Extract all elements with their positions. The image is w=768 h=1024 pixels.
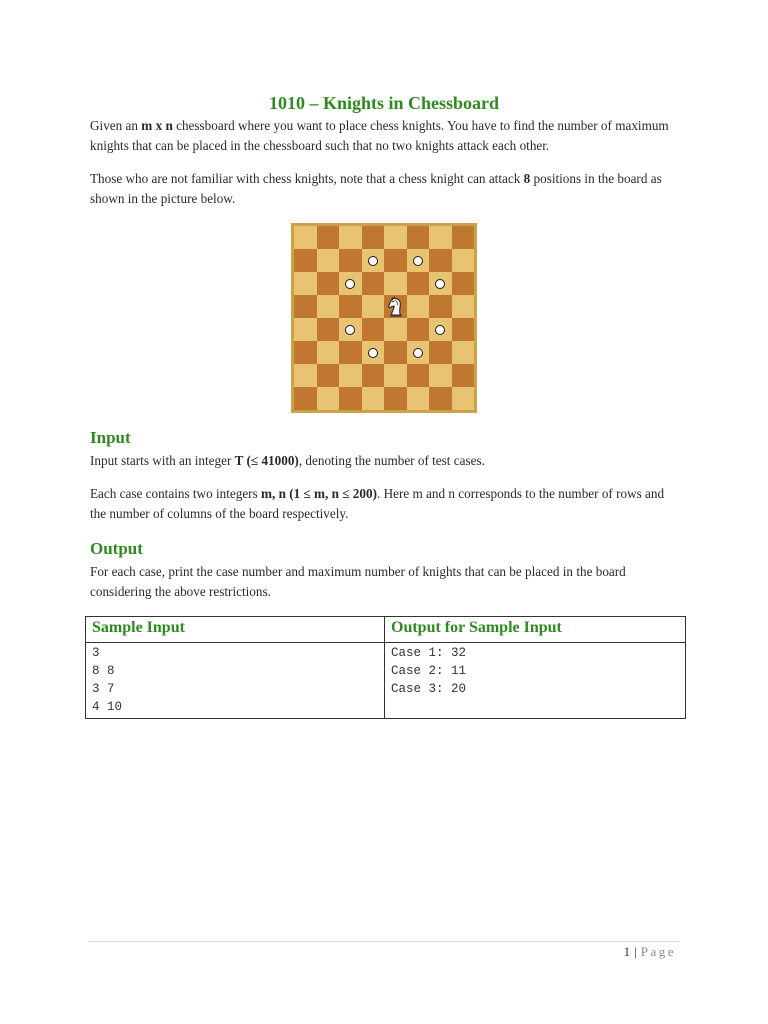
board-square [294,387,317,410]
board-square [294,364,317,387]
board-square [362,226,385,249]
input-heading: Input [90,428,131,447]
page-label: Page [640,944,676,959]
board-square [294,226,317,249]
input-text: Each case contains two integers [90,486,262,501]
input-paragraph-1 [90,451,680,471]
attack-position-marker [413,256,423,266]
board-square [362,295,385,318]
board-square [407,249,430,272]
board-square [339,226,362,249]
board-square [407,364,430,387]
board-square [452,364,475,387]
attack-position-marker [435,279,445,289]
board-square [384,318,407,341]
board-square [384,341,407,364]
board-square [407,226,430,249]
page-number: 1 [623,944,631,959]
sample-table-header-row [86,617,686,643]
intro-text: positions in the board as shown in the picture below. [90,171,662,206]
board-square [429,272,452,295]
board-square [362,272,385,295]
sample-input-line: 4 10 [92,700,123,714]
board-square [362,249,385,272]
board-square [407,318,430,341]
footer-separator: | [634,944,637,959]
sample-output-header: Output for Sample Input [385,617,686,643]
board-square [407,272,430,295]
intro-text: chessboard where you want to place chess knights. You have to find the number of maximum knights that can be placed in the chessboard such that no two knights attack each other. [90,118,669,153]
board-square [294,272,317,295]
board-square [384,295,407,318]
board-square [452,249,475,272]
sample-output-line: Case 2: 11 [391,664,467,678]
board-square [362,387,385,410]
board-square [384,226,407,249]
board-square [452,318,475,341]
page-footer [624,944,676,960]
board-square [429,364,452,387]
board-square [339,249,362,272]
chessboard-grid [294,226,474,410]
board-square [339,387,362,410]
footer-divider [88,941,680,942]
board-square [294,249,317,272]
board-square [317,341,340,364]
board-square [362,341,385,364]
input-text: , denoting the number of test cases. [298,453,485,468]
attack-position-marker [345,325,355,335]
board-square [317,387,340,410]
sample-output-line: Case 3: 20 [391,682,467,696]
board-square [452,295,475,318]
sample-table [85,616,686,719]
attack-position-marker [435,325,445,335]
output-heading: Output [90,539,143,558]
attack-position-marker [368,348,378,358]
sample-input-line: 8 8 [92,664,115,678]
attack-count: 8 [523,171,531,186]
input-paragraph-2 [90,484,680,524]
board-square [294,318,317,341]
board-square [339,318,362,341]
board-square [362,364,385,387]
board-square [429,249,452,272]
chessboard-figure [291,223,477,413]
board-square [429,318,452,341]
intro-paragraph-2 [90,169,680,209]
board-square [429,226,452,249]
board-square [294,295,317,318]
attack-position-marker [345,279,355,289]
sample-input-cell [86,643,385,719]
board-square [429,387,452,410]
sample-input-header: Sample Input [86,617,385,643]
board-square [339,341,362,364]
board-square [407,341,430,364]
intro-paragraph-1 [90,116,680,156]
dimension-limits: m, n (1 ≤ m, n ≤ 200) [261,486,377,501]
sample-input-line: 3 7 [92,682,115,696]
board-square [317,249,340,272]
sample-table-body-row [86,643,686,719]
test-case-limit: T (≤ 41000) [234,453,299,468]
intro-text: Those who are not familiar with chess knights, note that a chess knight can attack [90,171,524,186]
board-square [384,364,407,387]
input-text: . Here m and n corresponds to the number of rows and the number of columns of the board respectively. [90,486,665,521]
board-square [429,295,452,318]
attack-position-marker [413,348,423,358]
board-square [339,364,362,387]
board-square [317,318,340,341]
intro-text: Given an [90,118,142,133]
board-square [317,272,340,295]
input-text: Input starts with an integer [90,453,235,468]
problem-title: 1010 – Knights in Chessboard [268,93,500,113]
board-square [294,341,317,364]
output-paragraph: For each case, print the case number and maximum number of knights that can be placed in the board considering the above restrictions. [90,564,626,599]
board-square [317,364,340,387]
sample-output-cell [385,643,686,719]
board-square [317,226,340,249]
board-square [452,387,475,410]
board-square [407,295,430,318]
board-dimensions: m x n [141,118,173,133]
board-square [452,226,475,249]
board-square [339,295,362,318]
board-square [384,272,407,295]
board-square [452,272,475,295]
board-square [317,295,340,318]
board-square [384,387,407,410]
board-square [429,341,452,364]
board-square [452,341,475,364]
sample-output-line: Case 1: 32 [391,646,467,660]
board-square [384,249,407,272]
board-square [407,387,430,410]
attack-position-marker [368,256,378,266]
knight-icon [386,296,405,317]
board-square [362,318,385,341]
board-square [339,272,362,295]
sample-input-line: 3 [92,646,100,660]
